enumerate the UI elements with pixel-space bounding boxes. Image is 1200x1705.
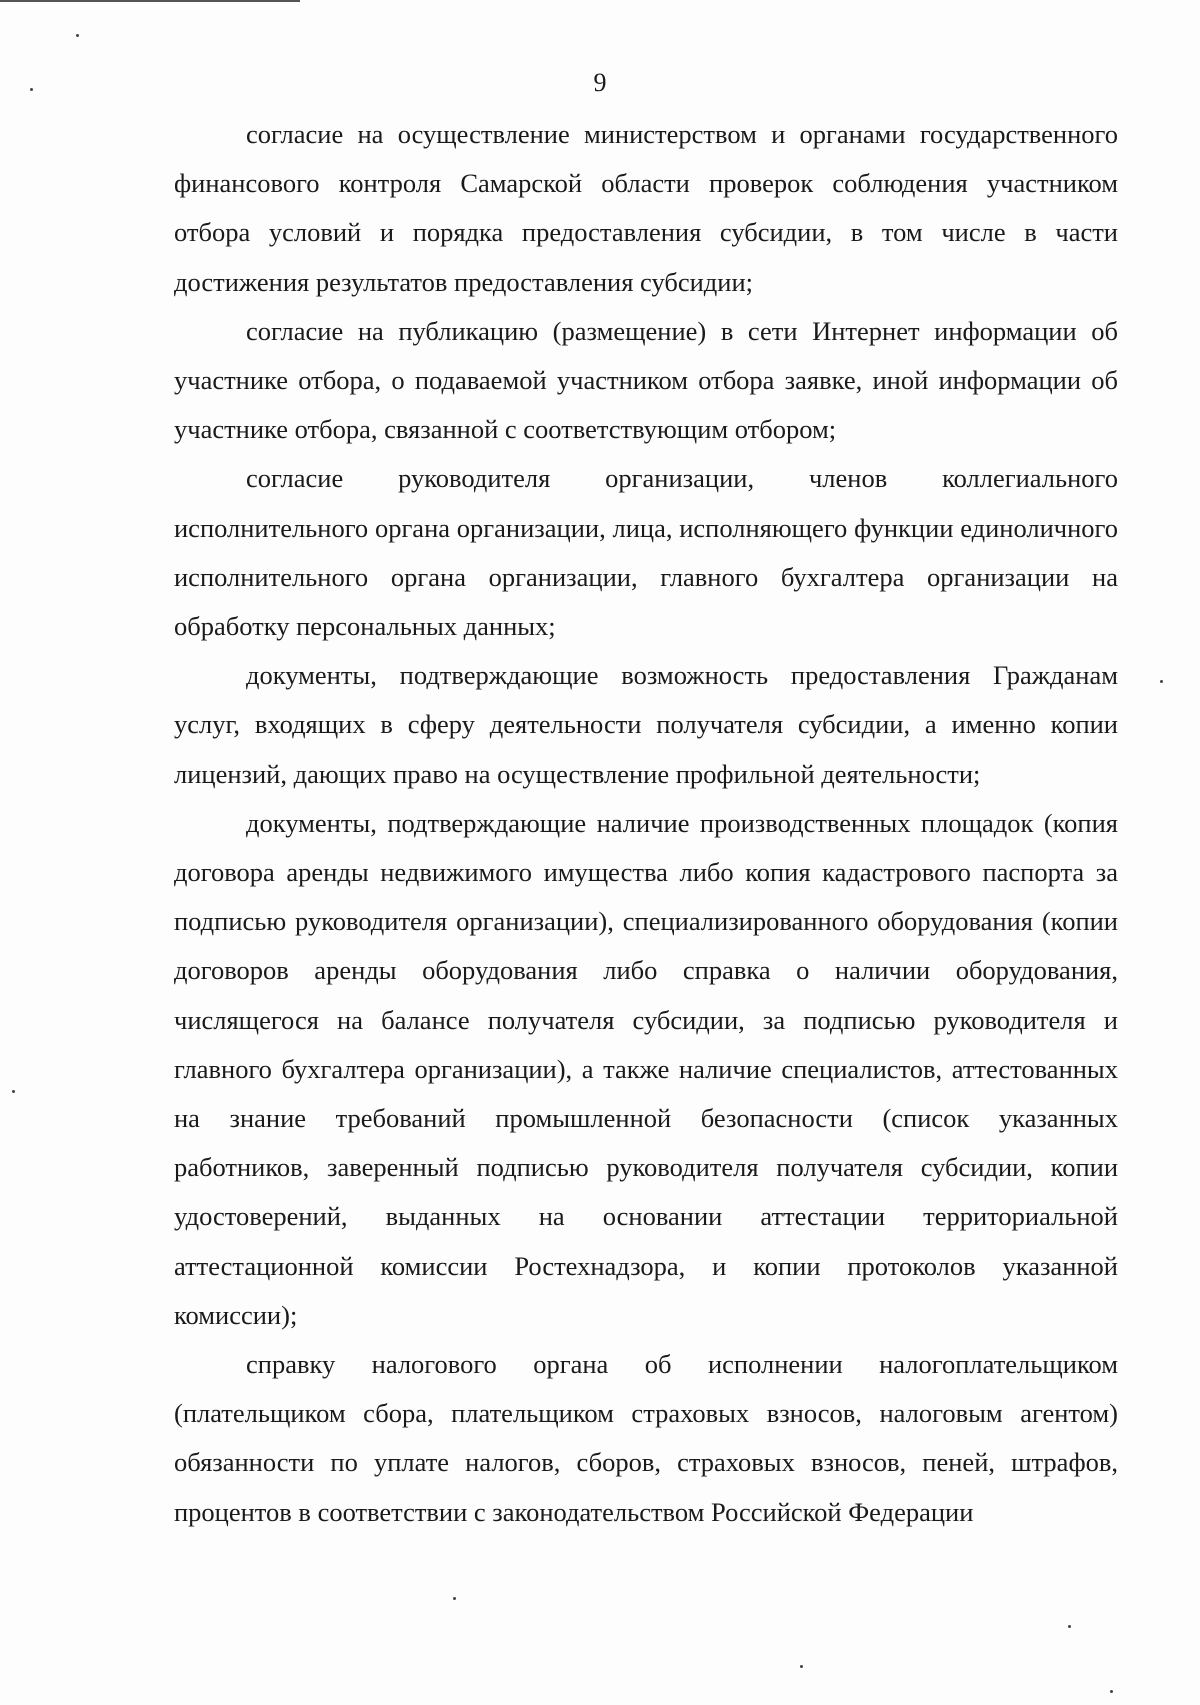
paragraph-production-sites: документы, подтверждающие наличие производственных площадок (копия договора аренды недвижимого имущества либо копия кадастрового паспорта за подписью руководителя организации), специализированного оборудования (копии договоров аренды оборудования либо справка о наличии оборудования, числящегося на балансе получателя субсидии, за подписью руководителя и главного бухгалтера организации), а также наличие специалистов, аттестованных на знание требований промышленной безопасности (список указанных работников, заверенный подписью руководителя получателя субсидии, копии удостоверений, выданных на основании аттестации территориальной аттестационной комиссии Ростехнадзора, и копии протоколов указанной комиссии); xyxy=(174,807,1118,1330)
paragraph-consent-personal-data: согласие руководителя организации, членов коллегиального исполнительного органа организации, лица, исполняющего функции единоличного исполнительного органа организации, главного бухгалтера организации на обработку персональных данных; xyxy=(174,463,1118,642)
scan-speck xyxy=(76,34,79,37)
document-body xyxy=(174,110,1118,1537)
paragraph-consent-publication: согласие на публикацию (размещение) в сети Интернет информации об участнике отбора, о подаваемой участником отбора заявке, иной информации об участнике отбора, связанной с соответствующим отбором; xyxy=(174,315,1118,445)
paragraph-licenses: документы, подтверждающие возможность предоставления Гражданам услуг, входящих в сферу деятельности получателя субсидии, а именно копии лицензий, дающих право на осуществление профильной деятельности; xyxy=(174,660,1118,789)
scan-speck xyxy=(1160,680,1163,683)
scan-top-edge xyxy=(0,0,300,2)
scan-speck xyxy=(453,1597,456,1600)
paragraph-tax-certificate: справку налогового органа об исполнении налогоплательщиком (плательщиком сбора, плательщиком страховых взносов, налоговым агентом) обязанности по уплате налогов, сборов, страховых взносов, пеней, штрафов, процентов в соответствии с законодательством Российской Федерации xyxy=(174,1349,1118,1527)
paragraph-consent-inspections: согласие на осуществление министерством и органами государственного финансового контроля Самарской области проверок соблюдения участником отбора условий и порядка предоставления субсидии, в том числе в части достижения результатов предоставления субсидии; xyxy=(174,119,1118,297)
scan-speck xyxy=(1110,1690,1113,1693)
scan-speck xyxy=(30,88,33,91)
scan-speck xyxy=(800,1665,803,1668)
page-number: 9 xyxy=(593,68,607,97)
scan-speck xyxy=(1068,1625,1071,1628)
scan-speck xyxy=(12,1090,15,1093)
